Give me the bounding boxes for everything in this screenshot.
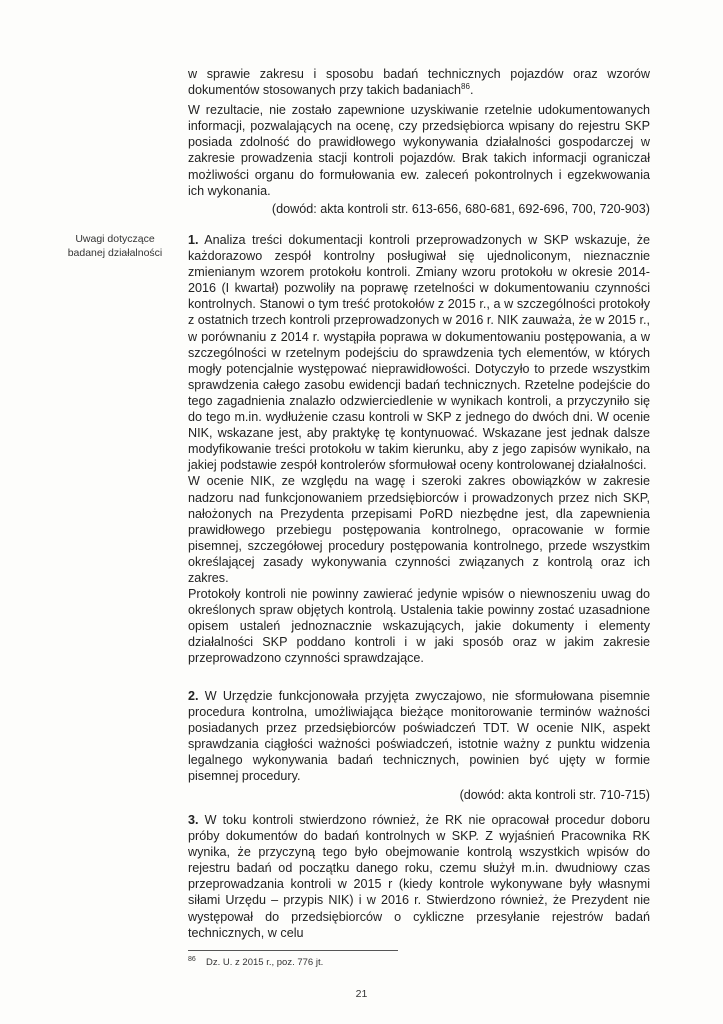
top-text-block xyxy=(188,66,650,225)
section-3-paragraph-1 xyxy=(188,812,650,941)
paragraph-text: W toku kontroli stwierdzono również, że RK nie opracował procedur doboru próby dokumentów do badań kontrolnych w SKP. Z wyjaśnień Pracownika RK wynika, że przyczyną tego było obejmowanie kontrolą wszystkich wpisów do rejestru badań od początku danego roku, czemu służył m.in. dwudniowy czas przeprowadzania kontroli w 2015 r (kiedy kontrole wykonywane były własnymi siłami Urzędu – przypis NIK) i w 2016 r. Stwierdzono również, że Prezydent nie występował do przedsiębiorców o cykliczne przesyłanie rejestrów badań technicznych, w celu xyxy=(188,813,651,940)
section-1-paragraph-2: W ocenie NIK, ze względu na wagę i szeroki zakres obowiązków w zakresie nadzoru nad funkcjonowaniem przedsiębiorców i prowadzonych przez nich SKP, nałożonych na Prezydenta przepisami PoRD niezbędne jest, dla zapewnienia prawidłowego przebiegu postępowania kontrolnego, opracowanie w formie pisemnej, szczegółowej procedury postępowania kontrolnego, przede wszystkim określającej zasady wykonywania czynności związanych z kontrolą oraz ich zakres. xyxy=(188,474,650,585)
section-1-paragraph-1 xyxy=(188,232,650,473)
footnote-text: Dz. U. z 2015 r., poz. 776 jt. xyxy=(206,957,324,969)
margin-note: Uwagi dotyczące badanej działalności xyxy=(67,233,163,259)
paragraph-text: W Urzędzie funkcjonowała przyjęta zwyczajowo, nie sformułowana pisemnie procedura kontrolna, umożliwiająca bieżące monitorowanie terminów ważności posiadanych przez przedsiębiorców poświadczeń TDT. W ocenie NIK, aspekt sprawdzania ciągłości ważności poświadczeń, istotnie ważny z punktu widzenia legalnego wykonywania badań technicznych, powinien być ujęty w formie pisemnej procedury. xyxy=(188,689,650,784)
page-number: 21 xyxy=(355,988,368,1000)
section-number: 2. xyxy=(188,689,199,703)
paragraph-text: w sprawie zakresu i sposobu badań technicznych pojazdów oraz wzorów dokumentów stosowanych przy takich badaniach xyxy=(188,67,650,98)
section-3 xyxy=(188,812,650,945)
section-2 xyxy=(188,688,650,811)
footnote xyxy=(188,956,650,968)
paragraph-continuation xyxy=(188,66,650,98)
paragraph-result: W rezultacie, nie zostało zapewnione uzyskiwanie rzetelnie udokumentowanych informacji, pozwalających na ocenę, czy przedsiębiorca wpisany do rejestru SKP posiada zdolność do prawidłowego wykonywania działalności gospodarczej w zakresie prowadzenia stacji kontroli pojazdów. Brak takich informacji ograniczał możliwości organu do formułowania ew. zaleceń pokontrolnych i egzekwowania ich wykonania. xyxy=(188,103,650,198)
footnote-reference[interactable]: 86 xyxy=(461,81,470,91)
section-number: 1. xyxy=(188,233,199,247)
section-2-paragraph-1 xyxy=(188,688,650,785)
section-1 xyxy=(188,232,650,671)
section-number: 3. xyxy=(188,813,199,827)
evidence-note: (dowód: akta kontroli str. 710-715) xyxy=(459,787,650,802)
footnote-divider xyxy=(188,950,398,951)
paragraph-text: Analiza treści dokumentacji kontroli przeprowadzonych w SKP wskazuje, że każdorazowo zespół kontrolny posługiwał się ujednoliconym, nieznacznie zmienianym wzorem protokołu kontroli. Zmiany wzoru protokołu w okresie 2014-2016 (I kwartał) pozwoliły na poprawę rzetelności w dokumentowaniu czynności kontrolnych. Stanowi o tym treść protokołów z 2015 r., a w szczególności protokoły z ostatnich trzech kontroli przeprowadzonych w 2016 r. NIK zauważa, że w 2015 r., w porównaniu z 2014 r. wystąpiła poprawa w dokumentowaniu postępowania, a w szczególności w rzetelnym podejściu do sprawdzenia tych elementów, w których mogły potencjalnie występować nieprawidłowości. Dotyczyło to przede wszystkim sprawdzenia całego zasobu ewidencji badań technicznych. Rzetelne podejście do tego zagadnienia znalazło odzwierciedlenie w wynikach kontroli, a przyczyniło się do tego m.in. wydłużenie czasu kontroli w SKP z jednego do dwóch dni. W ocenie NIK, wskazane jest, aby praktykę tę kontynuować. Wskazane jest jednak dalsze modyfikowanie treści protokołu w takim kierunku, aby z jego zapisów wynikało, na jakiej podstawie zespół kontrolerów sformułował oceny kontrolowanej działalności. xyxy=(188,233,651,473)
footnote-mark: 86 xyxy=(188,956,196,963)
punctuation: . xyxy=(469,83,474,98)
evidence-note: (dowód: akta kontroli str. 613-656, 680-681, 692-696, 700, 720-903) xyxy=(271,201,650,216)
section-1-paragraph-3: Protokoły kontroli nie powinny zawierać jedynie wpisów o niewnoszeniu uwag do określonych spraw objętych kontrolą. Ustalenia takie powinny zostać uzasadnione opisem ustaleń jednoznacznie wskazujących, jakie dokumenty i elementy działalności SKP poddano kontroli i w jaki sposób oraz w jakim zakresie przeprowadzono czynności sprawdzające. xyxy=(188,587,650,666)
